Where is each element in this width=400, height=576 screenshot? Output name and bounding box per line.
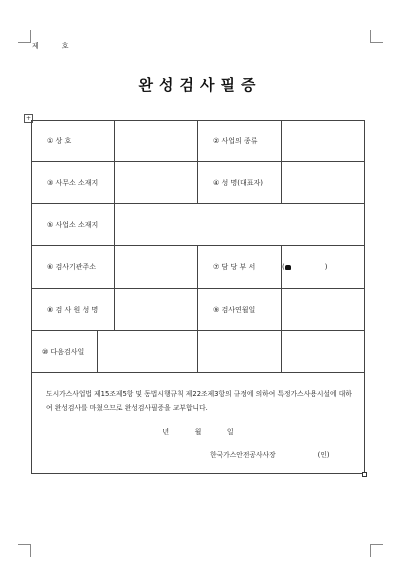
inspection-date-value[interactable]: [282, 289, 365, 331]
date-month: 월: [194, 428, 202, 436]
inspector-name-value[interactable]: [115, 289, 198, 331]
table-row: [32, 162, 365, 204]
page-title: 완성검사필증: [138, 76, 262, 94]
trade-name-value[interactable]: [115, 121, 198, 162]
phone-open-paren: (: [282, 263, 285, 271]
next-inspection-date-label: ⑩ 다음검사일: [32, 331, 98, 373]
office-address-label: ③ 사무소 소재지: [32, 162, 115, 204]
trade-name-label: ① 상 호: [32, 121, 115, 162]
issuer-name: 한국가스안전공사사장: [210, 451, 276, 459]
number-label-prefix: 제: [32, 42, 40, 50]
department-phone-cell[interactable]: [282, 246, 365, 289]
seal-mark: (인): [317, 451, 330, 459]
telephone-icon: [285, 265, 291, 270]
date-day: 일: [226, 428, 234, 436]
crop-mark-bottom-right: [370, 544, 383, 557]
table-resize-handle[interactable]: [362, 472, 367, 477]
date-year: 년: [162, 428, 170, 436]
office-address-value[interactable]: [115, 162, 198, 204]
business-type-label: ② 사업의 종류: [198, 121, 282, 162]
number-label-suffix: 호: [61, 42, 70, 50]
document-number: [32, 41, 70, 51]
blank-cell[interactable]: [198, 331, 282, 373]
workplace-address-value[interactable]: [115, 204, 365, 246]
business-type-value[interactable]: [282, 121, 365, 162]
crop-mark-top-left: [18, 30, 31, 43]
workplace-address-label: ⑤ 사업소 소재지: [32, 204, 115, 246]
inspection-agency-address-label: ⑥ 검사기관주소: [32, 246, 115, 289]
table-row: [32, 373, 365, 474]
issue-date: [32, 427, 364, 437]
inspection-date-label: ⑨ 검사연월일: [198, 289, 282, 331]
table-row: [32, 121, 365, 162]
department-in-charge-label: ⑦ 담 당 부 서: [198, 246, 282, 289]
phone-close-paren: ): [324, 263, 328, 271]
certification-statement: 도시가스사업법 제15조제5항 및 동법시행규칙 제22조제3항의 규정에 의하여 특정가스사용시설에 대하여 완성검사를 마쳤으므로 완성검사필증을 교부합니다.: [46, 390, 352, 412]
crop-mark-bottom-left: [18, 544, 31, 557]
table-row: [32, 246, 365, 289]
inspection-agency-address-value[interactable]: [115, 246, 198, 289]
inspector-name-label: ⑧ 검 사 원 성 명: [32, 289, 115, 331]
table-row: [32, 289, 365, 331]
name-representative-value[interactable]: [282, 162, 365, 204]
certification-statement-cell: [32, 373, 365, 474]
certificate-form-table: [31, 120, 365, 474]
table-anchor-icon[interactable]: +: [25, 115, 32, 122]
name-representative-label: ④ 성 명(대표자): [198, 162, 282, 204]
blank-cell[interactable]: [282, 331, 365, 373]
table-row: [32, 204, 365, 246]
next-inspection-date-value[interactable]: [98, 331, 198, 373]
crop-mark-top-right: [370, 30, 383, 43]
table-row: [32, 331, 365, 373]
issuer-line: [32, 449, 364, 459]
